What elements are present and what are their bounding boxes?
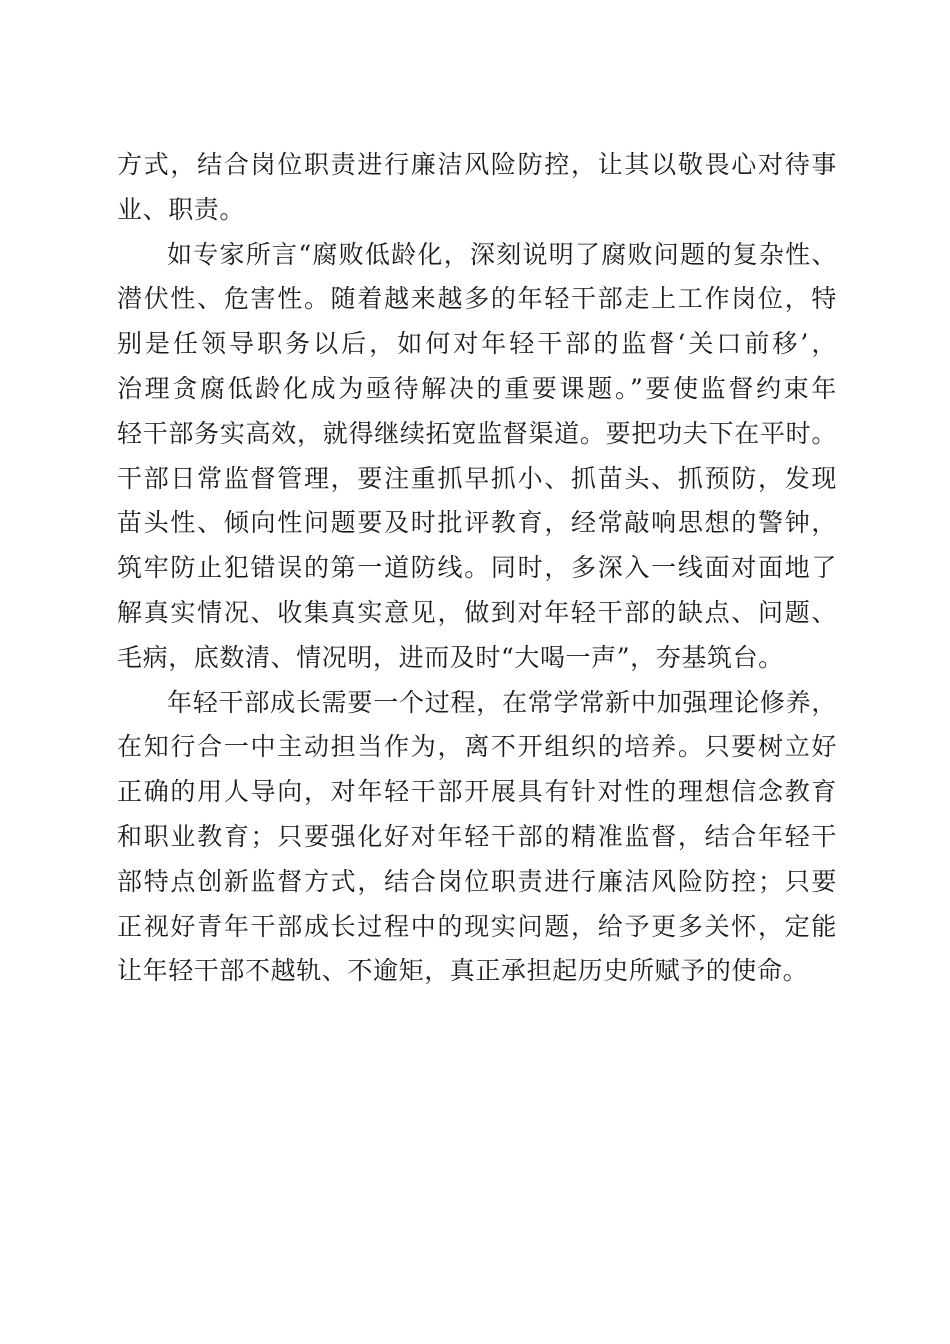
- paragraph-3-line-6: 正视好青年干部成长过程中的现实问题，给予更多关怀，定能: [117, 911, 837, 941]
- paragraph-2-line-2: 潜伏性、危害性。随着越来越多的年轻干部走上工作岗位，特: [117, 284, 837, 314]
- paragraph-2-line-5: 轻干部务实高效，就得继续拓宽监督渠道。要把功夫下在平时。: [117, 418, 837, 448]
- paragraph-3-line-5: 部特点创新监督方式，结合岗位职责进行廉洁风险防控；只要: [117, 866, 837, 896]
- body-text: [117, 143, 837, 994]
- paragraph-3-line-4: 和职业教育；只要强化好对年轻干部的精准监督，结合年轻干: [117, 821, 837, 851]
- paragraph-3-line-1: 年轻干部成长需要一个过程，在常学常新中加强理论修养，: [167, 687, 837, 717]
- paragraph-3-line-3: 正确的用人导向，对年轻干部开展具有针对性的理想信念教育: [117, 777, 837, 807]
- paragraph-2-line-10: 毛病，底数清、情况明，进而及时“大喝一声”，夯基筑台。: [117, 642, 784, 672]
- paragraph-1-line-2: 业、职责。: [117, 194, 246, 224]
- paragraph-2-line-1: 如专家所言“腐败低龄化，深刻说明了腐败问题的复杂性、: [167, 239, 837, 269]
- paragraph-2-line-6: 干部日常监督管理，要注重抓早抓小、抓苗头、抓预防，发现: [117, 463, 837, 493]
- paragraph-2-line-8: 筑牢防止犯错误的第一道防线。同时，多深入一线面对面地了: [117, 553, 837, 583]
- paragraph-2-line-7: 苗头性、倾向性问题要及时批评教育，经常敲响思想的警钟，: [117, 508, 837, 538]
- paragraph-1-line-1: 方式，结合岗位职责进行廉洁风险防控，让其以敬畏心对待事: [117, 150, 837, 179]
- paragraph-2-line-4: 治理贪腐低龄化成为亟待解决的重要课题。”要使监督约束年: [117, 373, 837, 403]
- paragraph-2-line-3: 别是任领导职务以后，如何对年轻干部的监督‘关口前移’，: [117, 329, 837, 359]
- paragraph-3-line-2: 在知行合一中主动担当作为，离不开组织的培养。只要树立好: [117, 732, 837, 762]
- paragraph-3-line-7: 让年轻干部不越轨、不逾矩，真正承担起历史所赋予的使命。: [117, 956, 809, 986]
- paragraph-2-line-9: 解真实情况、收集真实意见，做到对年轻干部的缺点、问题、: [117, 597, 837, 627]
